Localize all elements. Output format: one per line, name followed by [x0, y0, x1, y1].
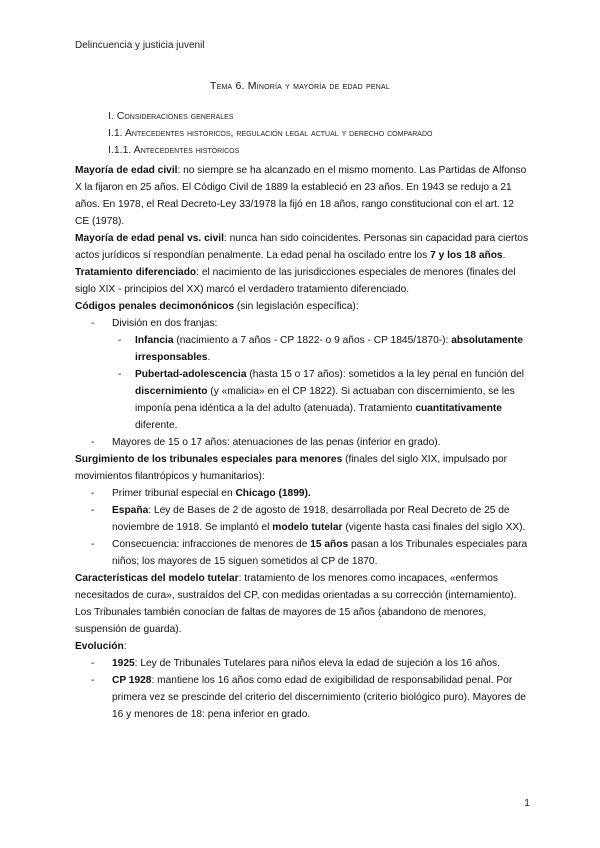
term-modelo-tutelar: Características del modelo tutelar [75, 573, 239, 584]
list-item: - División en dos franjas: - Infancia (nacimiento a 7 años - CP 1822- o 9 años - CP 1845/1870-): absolutamente irresponsables. - Pubertad-adolescencia (hasta 15 o 17 años): sometidos a la ley penal en función del discernimiento (y «malicia» en el CP 1822). Si actuaban con discernimiento, se les imponía pena idéntica a la del adulto (atenuada). Tratamiento cuantitativamente diferente. [75, 315, 530, 434]
paragraph-codigos: Códigos penales decimonónicos (sin legislación específica): [75, 301, 359, 312]
list-codigos [75, 315, 530, 451]
list-item: - Mayores de 15 o 17 años: atenuaciones de las penas (inferior en grado). [75, 434, 530, 451]
page-number: 1 [524, 797, 530, 809]
list-item: - Consecuencia: infracciones de menores de 15 años pasan a los Tribunales especiales para niños; los mayores de 15 siguen sometidos al CP de 1870. [75, 536, 530, 570]
paragraph-diferenciado: Tratamiento diferenciado: el nacimiento de las jurisdicciones especiales de menores (finales del siglo XIX - principios del XX) marcó el verdadero tratamiento diferenciado. [75, 267, 516, 295]
list-item: - Primer tribunal especial en Chicago (1899). [75, 485, 530, 502]
paragraph-penal-vs-civil: Mayoría de edad penal vs. civil: nunca han sido coincidentes. Personas sin capacidad para ciertos actos jurídicos sí respondían penalmente. La edad penal ha oscilado entre los 7 y los 18 años. [75, 233, 529, 261]
term-penal-civil: Mayoría de edad penal vs. civil [75, 233, 224, 244]
page-header: Delincuencia y justicia juvenil [75, 40, 205, 51]
list-evolucion [75, 655, 530, 723]
term-civil: Mayoría de edad civil [75, 165, 178, 176]
section-heading: I. Consideraciones generales [108, 110, 234, 122]
term-evolucion: Evolución [75, 641, 124, 652]
document-body [75, 162, 530, 723]
term-tribunales: Surgimiento de los tribunales especiales para menores [75, 454, 343, 465]
paragraph-tribunales: Surgimiento de los tribunales especiales para menores (finales del siglo XIX, impulsado por movimientos filantrópicos y humanitarios): [75, 454, 508, 482]
list-item: - 1925: Ley de Tribunales Tutelares para niños eleva la edad de sujeción a los 16 años. [75, 655, 530, 672]
list-tribunales [75, 485, 530, 570]
list-item: - CP 1928: mantiene los 16 años como edad de exigibilidad de responsabilidad penal. Por primera vez se prescinde del criterio del discernimiento (criterio biológico puro). Mayores de 16 y menores de 18: pena inferior en grado. [75, 672, 530, 723]
term-diferenciado: Tratamiento diferenciado [75, 267, 197, 278]
subsection-heading: I.1. Antecedentes históricos, regulación legal actual y derecho comparado [108, 127, 433, 139]
paragraph-civil: Mayoría de edad civil: no siempre se ha alcanzado en el mismo momento. Las Partidas de Alfonso X la fijaron en 25 años. El Código Civil de 1889 la estableció en 23 años. En 1943 se redujo a 21 años. En 1978, el Real Decreto-Ley 33/1978 la fijó en 18 años, rango constitucional con el art. 12 CE (1978). [75, 165, 527, 227]
subsubsection-heading: I.1.1. Antecedentes históricos [108, 144, 240, 156]
list-item: - España: Ley de Bases de 2 de agosto de 1918, desarrollada por Real Decreto de 25 de noviembre de 1918. Se implantó el modelo tutelar (vigente hasta casi finales del siglo XX). [75, 502, 530, 536]
sublist-franjas [112, 332, 530, 434]
paragraph-modelo-tutelar: Características del modelo tutelar: tratamiento de los menores como incapaces, «enfermos necesitados de cura», sustraídos del CP, con medidas orientadas a su corrección (internamiento). Los Tribunales también conocían de faltas de mayores de 15 años (abandono de menores, suspensión de guarda). [75, 573, 517, 635]
paragraph-evolucion: Evolución: [75, 641, 127, 652]
term-codigos: Códigos penales decimonónicos [75, 301, 235, 312]
list-item: - Infancia (nacimiento a 7 años - CP 1822- o 9 años - CP 1845/1870-): absolutamente irresponsables. [112, 332, 530, 366]
document-title: Tema 6. Minoría y mayoría de edad penal [210, 80, 390, 92]
list-item: - Pubertad-adolescencia (hasta 15 o 17 años): sometidos a la ley penal en función del discernimiento (y «malicia» en el CP 1822). Si actuaban con discernimiento, se les imponía pena idéntica a la del adulto (atenuada). Tratamiento cuantitativamente diferente. [112, 366, 530, 434]
